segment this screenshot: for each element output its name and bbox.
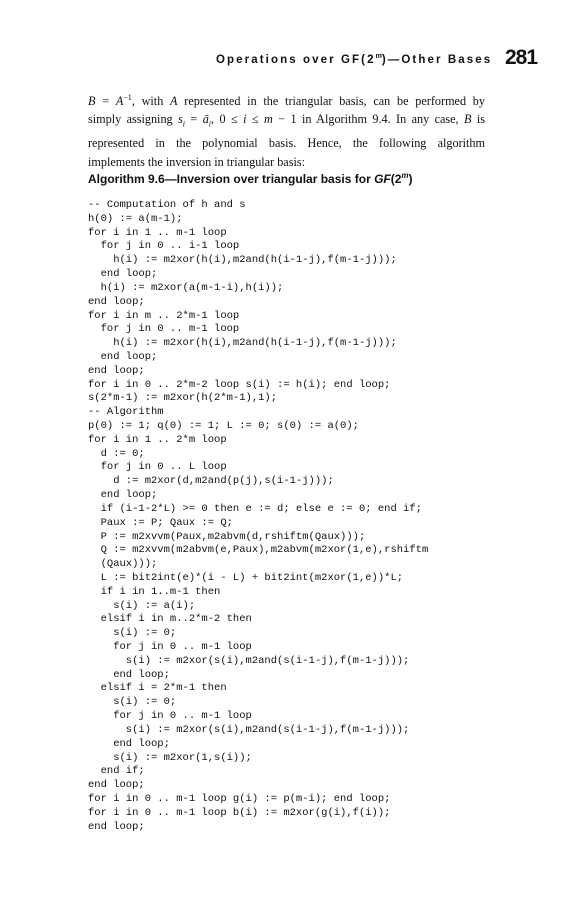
code-listing	[88, 199, 428, 834]
code-line: end loop;	[88, 779, 145, 792]
code-line: for i in 0 .. m-1 loop g(i) := p(m-i); end loop;	[88, 792, 391, 805]
code-line: end loop;	[88, 737, 170, 750]
intro-line-2: simply assigning $s_i$ = $ā_i$, 0 ≤ i ≤ m − 1 in Algorithm 9.4. In any case, B is	[88, 112, 485, 129]
intro-line-3: represented in the polynomial basis. Hence, the following algorithm	[88, 136, 485, 151]
code-line: elsif i = 2*m-1 then	[88, 682, 227, 695]
code-line: end loop;	[88, 489, 158, 502]
code-line: h(i) := m2xor(h(i),m2and(h(i-1-j),f(m-1-j)));	[88, 254, 397, 267]
code-line: for j in 0 .. m-1 loop	[88, 641, 252, 653]
code-line: end loop;	[88, 820, 145, 833]
code-line: s(2*m-1) := m2xor(h(2*m-1),1);	[88, 392, 278, 405]
code-line: for i in m .. 2*m-1 loop	[88, 309, 240, 322]
code-line: for i in 1 .. 2*m loop	[88, 433, 227, 446]
code-line: end loop;	[88, 668, 170, 681]
code-line: for j in 0 .. L loop	[88, 461, 227, 474]
code-line: h(i) := m2xor(h(i),m2and(h(i-1-j),f(m-1-j)));	[88, 337, 397, 350]
code-line: end loop;	[88, 268, 158, 281]
code-line: for j in 0 .. m-1 loop	[88, 710, 252, 723]
code-line: s(i) := a(i);	[88, 599, 196, 612]
page-header	[0, 46, 567, 76]
running-head	[216, 53, 492, 66]
code-line: s(i) := m2xor(s(i),m2and(s(i-1-j),f(m-1-j)));	[88, 723, 410, 736]
code-line: s(i) := m2xor(s(i),m2and(s(i-1-j),f(m-1-j)));	[88, 654, 410, 667]
code-line: end loop;	[88, 295, 145, 308]
code-line: if i in 1..m-1 then	[88, 585, 221, 598]
code-line: h(0) := a(m-1);	[88, 212, 183, 225]
code-line: s(i) := 0;	[88, 627, 177, 640]
code-line: if (i-1-2*L) >= 0 then e := d; else e := 0; end if;	[88, 502, 422, 515]
code-line: (Qaux)));	[88, 558, 158, 571]
code-line: elsif i in m..2*m-2 then	[88, 613, 252, 626]
intro-paragraph	[88, 89, 485, 171]
running-head-superscript: m	[375, 53, 382, 60]
code-line: -- Algorithm	[88, 406, 164, 419]
code-line: h(i) := m2xor(a(m-1-i),h(i));	[88, 281, 284, 294]
page-number: 281	[505, 46, 538, 69]
code-line: -- Computation of h and s	[88, 199, 246, 211]
code-line: end loop;	[88, 350, 158, 363]
code-line: s(i) := 0;	[88, 696, 177, 709]
algorithm-heading: Algorithm 9.6—Inversion over triangular basis for GF(2$^m$)	[88, 171, 413, 186]
intro-line-4: implements the inversion in triangular basis:	[88, 154, 305, 169]
intro-line-1: $B = A^{-1}$, with A represented in the triangular basis, can be performed by	[88, 93, 485, 109]
code-line: end if;	[88, 765, 145, 778]
code-line: p(0) := 1; q(0) := 1; L := 0; s(0) := a(0);	[88, 420, 359, 432]
code-line: d := m2xor(d,m2and(p(j),s(i-1-j)));	[88, 475, 334, 488]
code-line: L := bit2int(e)*(i - L) + bit2int(m2xor(1,e))*L;	[88, 571, 404, 584]
code-line: Q := m2xvvm(m2abvm(e,Paux),m2abvm(m2xor(1,e),rshiftm	[88, 544, 429, 557]
code-line: for i in 0 .. m-1 loop b(i) := m2xor(g(i),f(i));	[88, 806, 391, 819]
code-line: for j in 0 .. m-1 loop	[88, 323, 240, 336]
code-line: for j in 0 .. i-1 loop	[88, 240, 240, 253]
code-line: for i in 0 .. 2*m-2 loop s(i) := h(i); end loop;	[88, 378, 391, 391]
code-line: d := 0;	[88, 447, 145, 460]
code-line: end loop;	[88, 364, 145, 377]
running-head-rest: )—Other Bases	[381, 53, 493, 66]
code-line: s(i) := m2xor(1,s(i));	[88, 751, 252, 764]
code-line: Paux := P; Qaux := Q;	[88, 516, 233, 529]
code-line: for i in 1 .. m-1 loop	[88, 226, 227, 239]
running-head-text: Operations over GF(2	[216, 53, 376, 66]
code-line: P := m2xvvm(Paux,m2abvm(d,rshiftm(Qaux)));	[88, 530, 366, 543]
